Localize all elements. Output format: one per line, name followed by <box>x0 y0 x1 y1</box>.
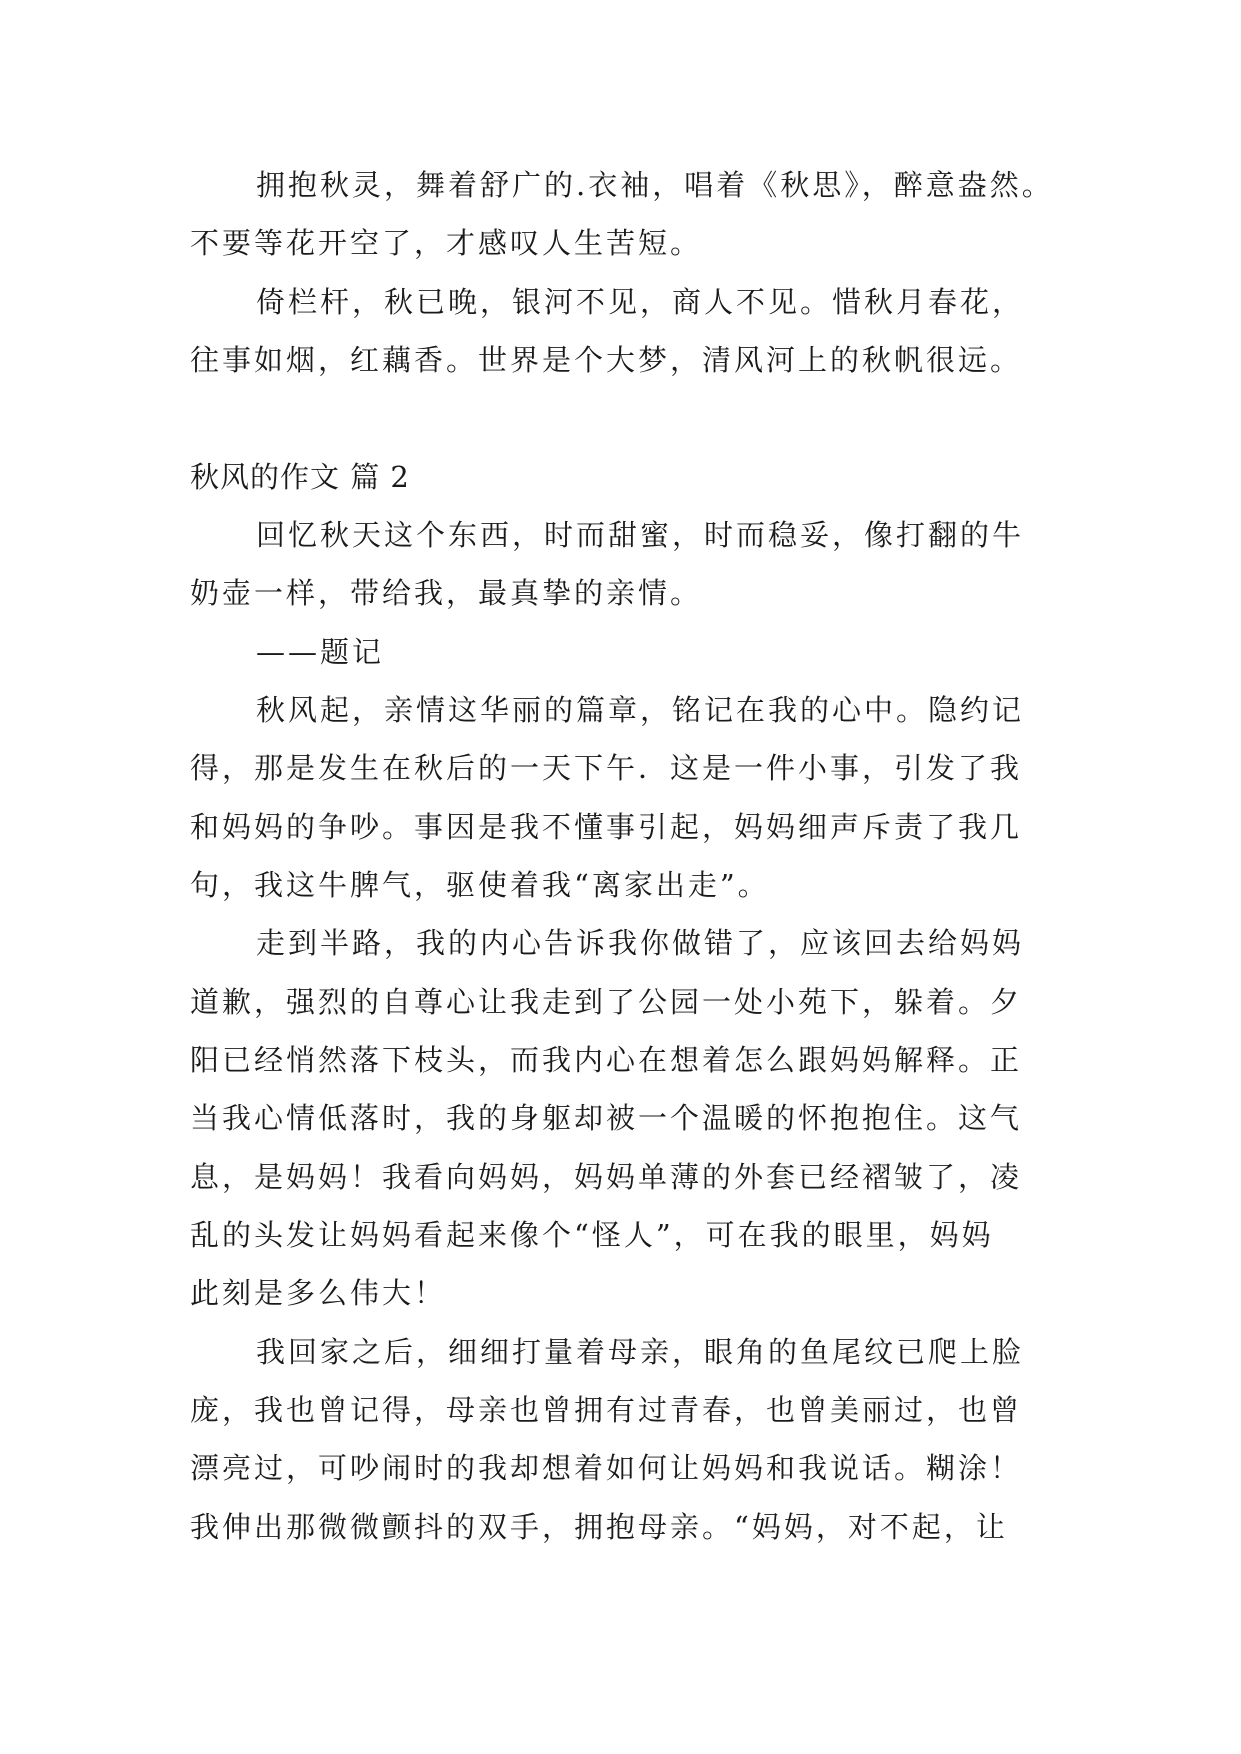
epigraph-attribution: ——题记 <box>256 635 385 669</box>
document-page <box>190 0 1060 1754</box>
paragraph-line: 息，是妈妈！我看向妈妈，妈妈单薄的外套已经褶皱了，凌 <box>190 1160 1023 1194</box>
paragraph-line: 奶壶一样，带给我，最真挚的亲情。 <box>190 576 703 610</box>
paragraph-line: 回忆秋天这个东西，时而甜蜜，时而稳妥，像打翻的牛 <box>256 518 1025 552</box>
paragraph-line: 阳已经悄然落下枝头，而我内心在想着怎么跟妈妈解释。正 <box>190 1043 1023 1077</box>
paragraph-line: 不要等花开空了，才感叹人生苦短。 <box>190 226 703 260</box>
paragraph-line: 我回家之后，细细打量着母亲，眼角的鱼尾纹已爬上脸 <box>256 1335 1025 1369</box>
paragraph-line: 秋风起，亲情这华丽的篇章，铭记在我的心中。隐约记 <box>256 693 1025 727</box>
paragraph-line: 道歉，强烈的自尊心让我走到了公园一处小苑下，躲着。夕 <box>190 985 1023 1019</box>
paragraph-line: 乱的头发让妈妈看起来像个“怪人”，可在我的眼里，妈妈 <box>190 1218 994 1252</box>
paragraph-line: 往事如烟，红藕香。世界是个大梦，清风河上的秋帆很远。 <box>190 343 1023 377</box>
paragraph-line: 和妈妈的争吵。事因是我不懂事引起，妈妈细声斥责了我几 <box>190 810 1023 844</box>
paragraph-line: 倚栏杆，秋已晚，银河不见，商人不见。惜秋月春花， <box>256 285 1025 319</box>
paragraph-line: 此刻是多么伟大！ <box>190 1276 447 1310</box>
paragraph-line: 句，我这牛脾气，驱使着我“离家出走”。 <box>190 868 770 902</box>
paragraph-line: 走到半路，我的内心告诉我你做错了，应该回去给妈妈 <box>256 926 1025 960</box>
section-heading: 秋风的作文 篇 2 <box>190 460 410 494</box>
paragraph-line: 我伸出那微微颤抖的双手，拥抱母亲。“妈妈，对不起，让 <box>190 1510 1008 1544</box>
paragraph-line: 得，那是发生在秋后的一天下午．这是一件小事，引发了我 <box>190 751 1023 785</box>
paragraph-line: 漂亮过，可吵闹时的我却想着如何让妈妈和我说话。糊涂！ <box>190 1451 1023 1485</box>
paragraph-line: 拥抱秋灵，舞着舒广的.衣袖，唱着《秋思》，醉意盎然。 <box>256 168 1054 202</box>
paragraph-line: 庞，我也曾记得，母亲也曾拥有过青春，也曾美丽过，也曾 <box>190 1393 1023 1427</box>
paragraph-line: 当我心情低落时，我的身躯却被一个温暖的怀抱抱住。这气 <box>190 1101 1023 1135</box>
